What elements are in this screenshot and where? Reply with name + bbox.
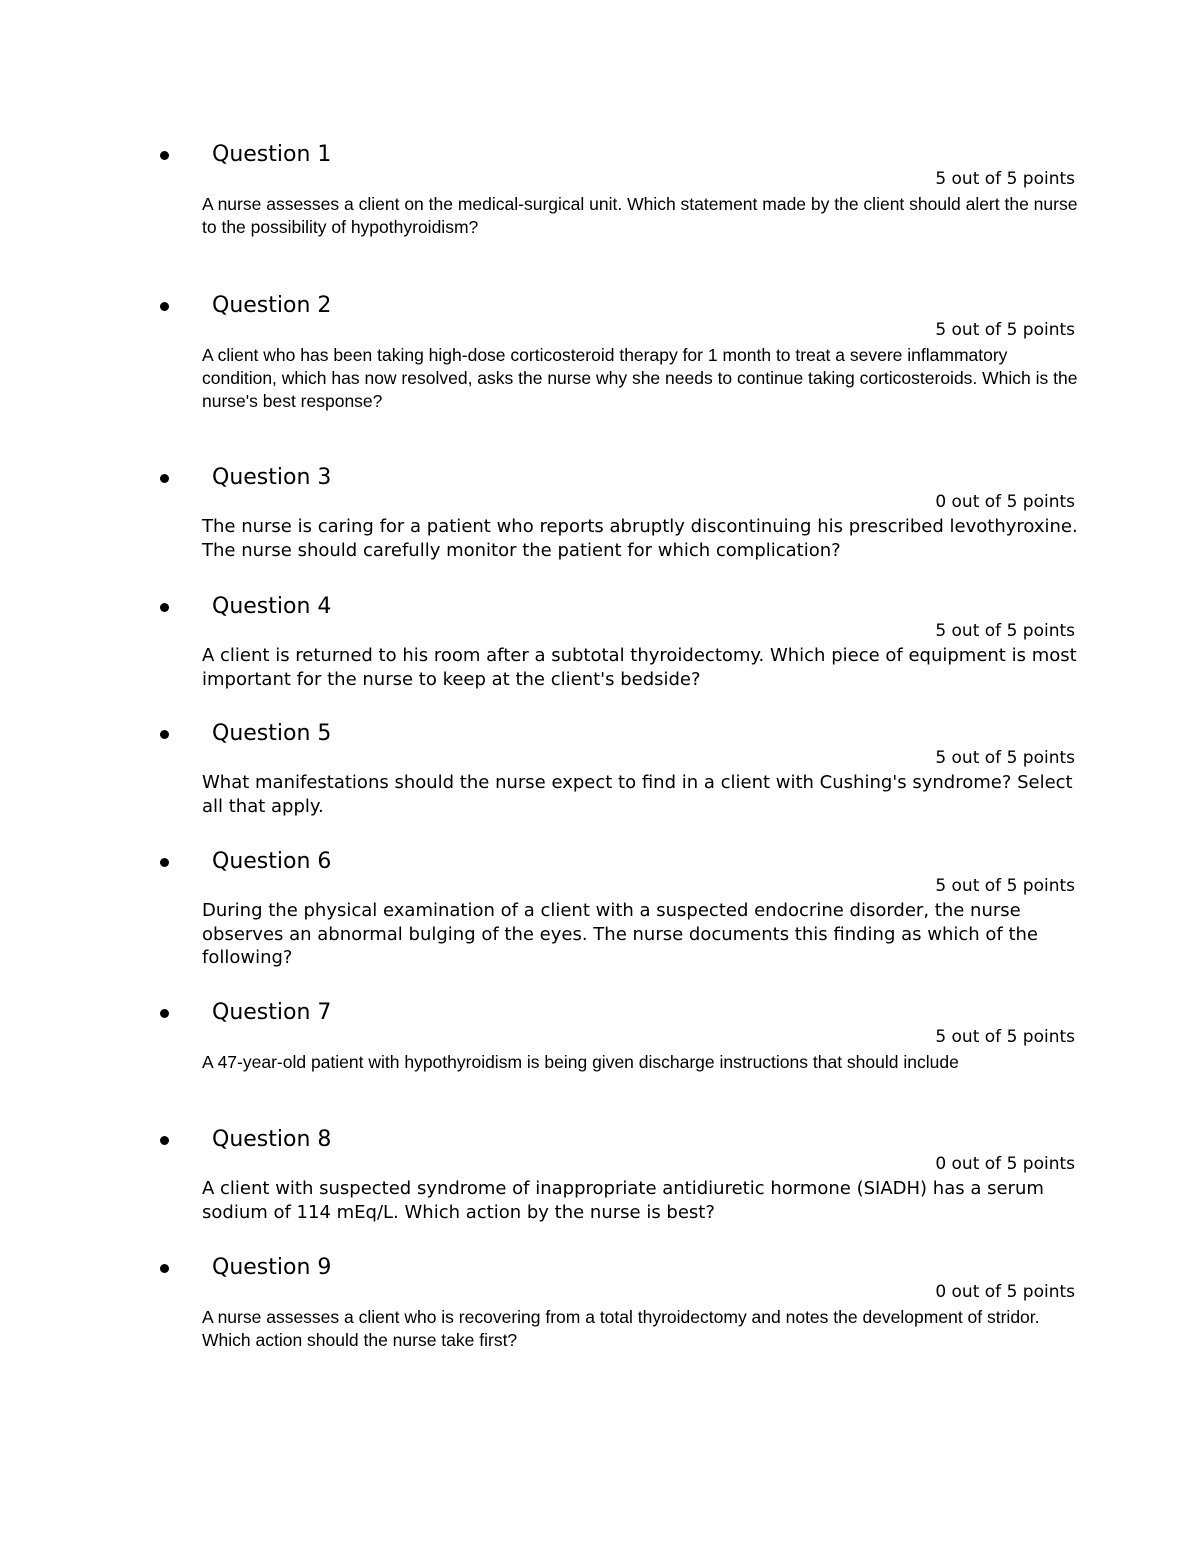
question-text: A client with suspected syndrome of inappropriate antidiuretic hormone (SIADH) has a serum sodium of 114 mEq/L. Which action by the nurse is best? (202, 1178, 1044, 1223)
bullet-icon (160, 1264, 169, 1273)
question-points: 0 out of 5 points (935, 1282, 1075, 1302)
bullet-icon (160, 603, 169, 612)
question-title: Question 9 (212, 1255, 332, 1280)
bullet-icon (160, 1009, 169, 1018)
question-title: Question 1 (212, 142, 332, 167)
question-text: A client is returned to his room after a subtotal thyroidectomy. Which piece of equipment is most important for the nurse to keep at the client's bedside? (202, 645, 1077, 690)
question-points: 5 out of 5 points (935, 876, 1075, 896)
question-text: During the physical examination of a client with a suspected endocrine disorder, the nurse observes an abnormal bulging of the eyes. The nurse documents this finding as which of the following? (202, 900, 1038, 968)
bullet-icon (160, 151, 169, 160)
question-points: 5 out of 5 points (935, 748, 1075, 768)
bullet-icon (160, 474, 169, 483)
question-title: Question 6 (212, 849, 332, 874)
question-title: Question 5 (212, 721, 332, 746)
question-points: 0 out of 5 points (935, 492, 1075, 512)
question-text: A client who has been taking high-dose corticosteroid therapy for 1 month to treat a severe inflammatory condition, which has now resolved, asks the nurse why she needs to continue taking corticosteroids. Which is the nurse's best response? (202, 345, 1078, 411)
question-points: 5 out of 5 points (935, 1027, 1075, 1047)
question-points: 5 out of 5 points (935, 169, 1075, 189)
question-text: A nurse assesses a client who is recovering from a total thyroidectomy and notes the development of stridor. Which action should the nurse take first? (202, 1307, 1040, 1350)
question-title: Question 3 (212, 465, 332, 490)
question-title: Question 2 (212, 293, 332, 318)
question-points: 5 out of 5 points (935, 320, 1075, 340)
bullet-icon (160, 302, 169, 311)
bullet-icon (160, 858, 169, 867)
question-title: Question 8 (212, 1127, 332, 1152)
question-title: Question 4 (212, 594, 332, 619)
question-text: What manifestations should the nurse expect to find in a client with Cushing's syndrome? Select all that apply. (202, 772, 1073, 817)
bullet-icon (160, 1136, 169, 1145)
question-title: Question 7 (212, 1000, 332, 1025)
question-text: A nurse assesses a client on the medical-surgical unit. Which statement made by the client should alert the nurse to the possibility of hypothyroidism? (202, 194, 1078, 237)
question-text: The nurse is caring for a patient who reports abruptly discontinuing his prescribed levothyroxine. The nurse should carefully monitor the patient for which complication? (202, 516, 1078, 561)
question-points: 5 out of 5 points (935, 621, 1075, 641)
question-points: 0 out of 5 points (935, 1154, 1075, 1174)
bullet-icon (160, 730, 169, 739)
question-text: A 47-year-old patient with hypothyroidism is being given discharge instructions that should include (202, 1052, 959, 1072)
